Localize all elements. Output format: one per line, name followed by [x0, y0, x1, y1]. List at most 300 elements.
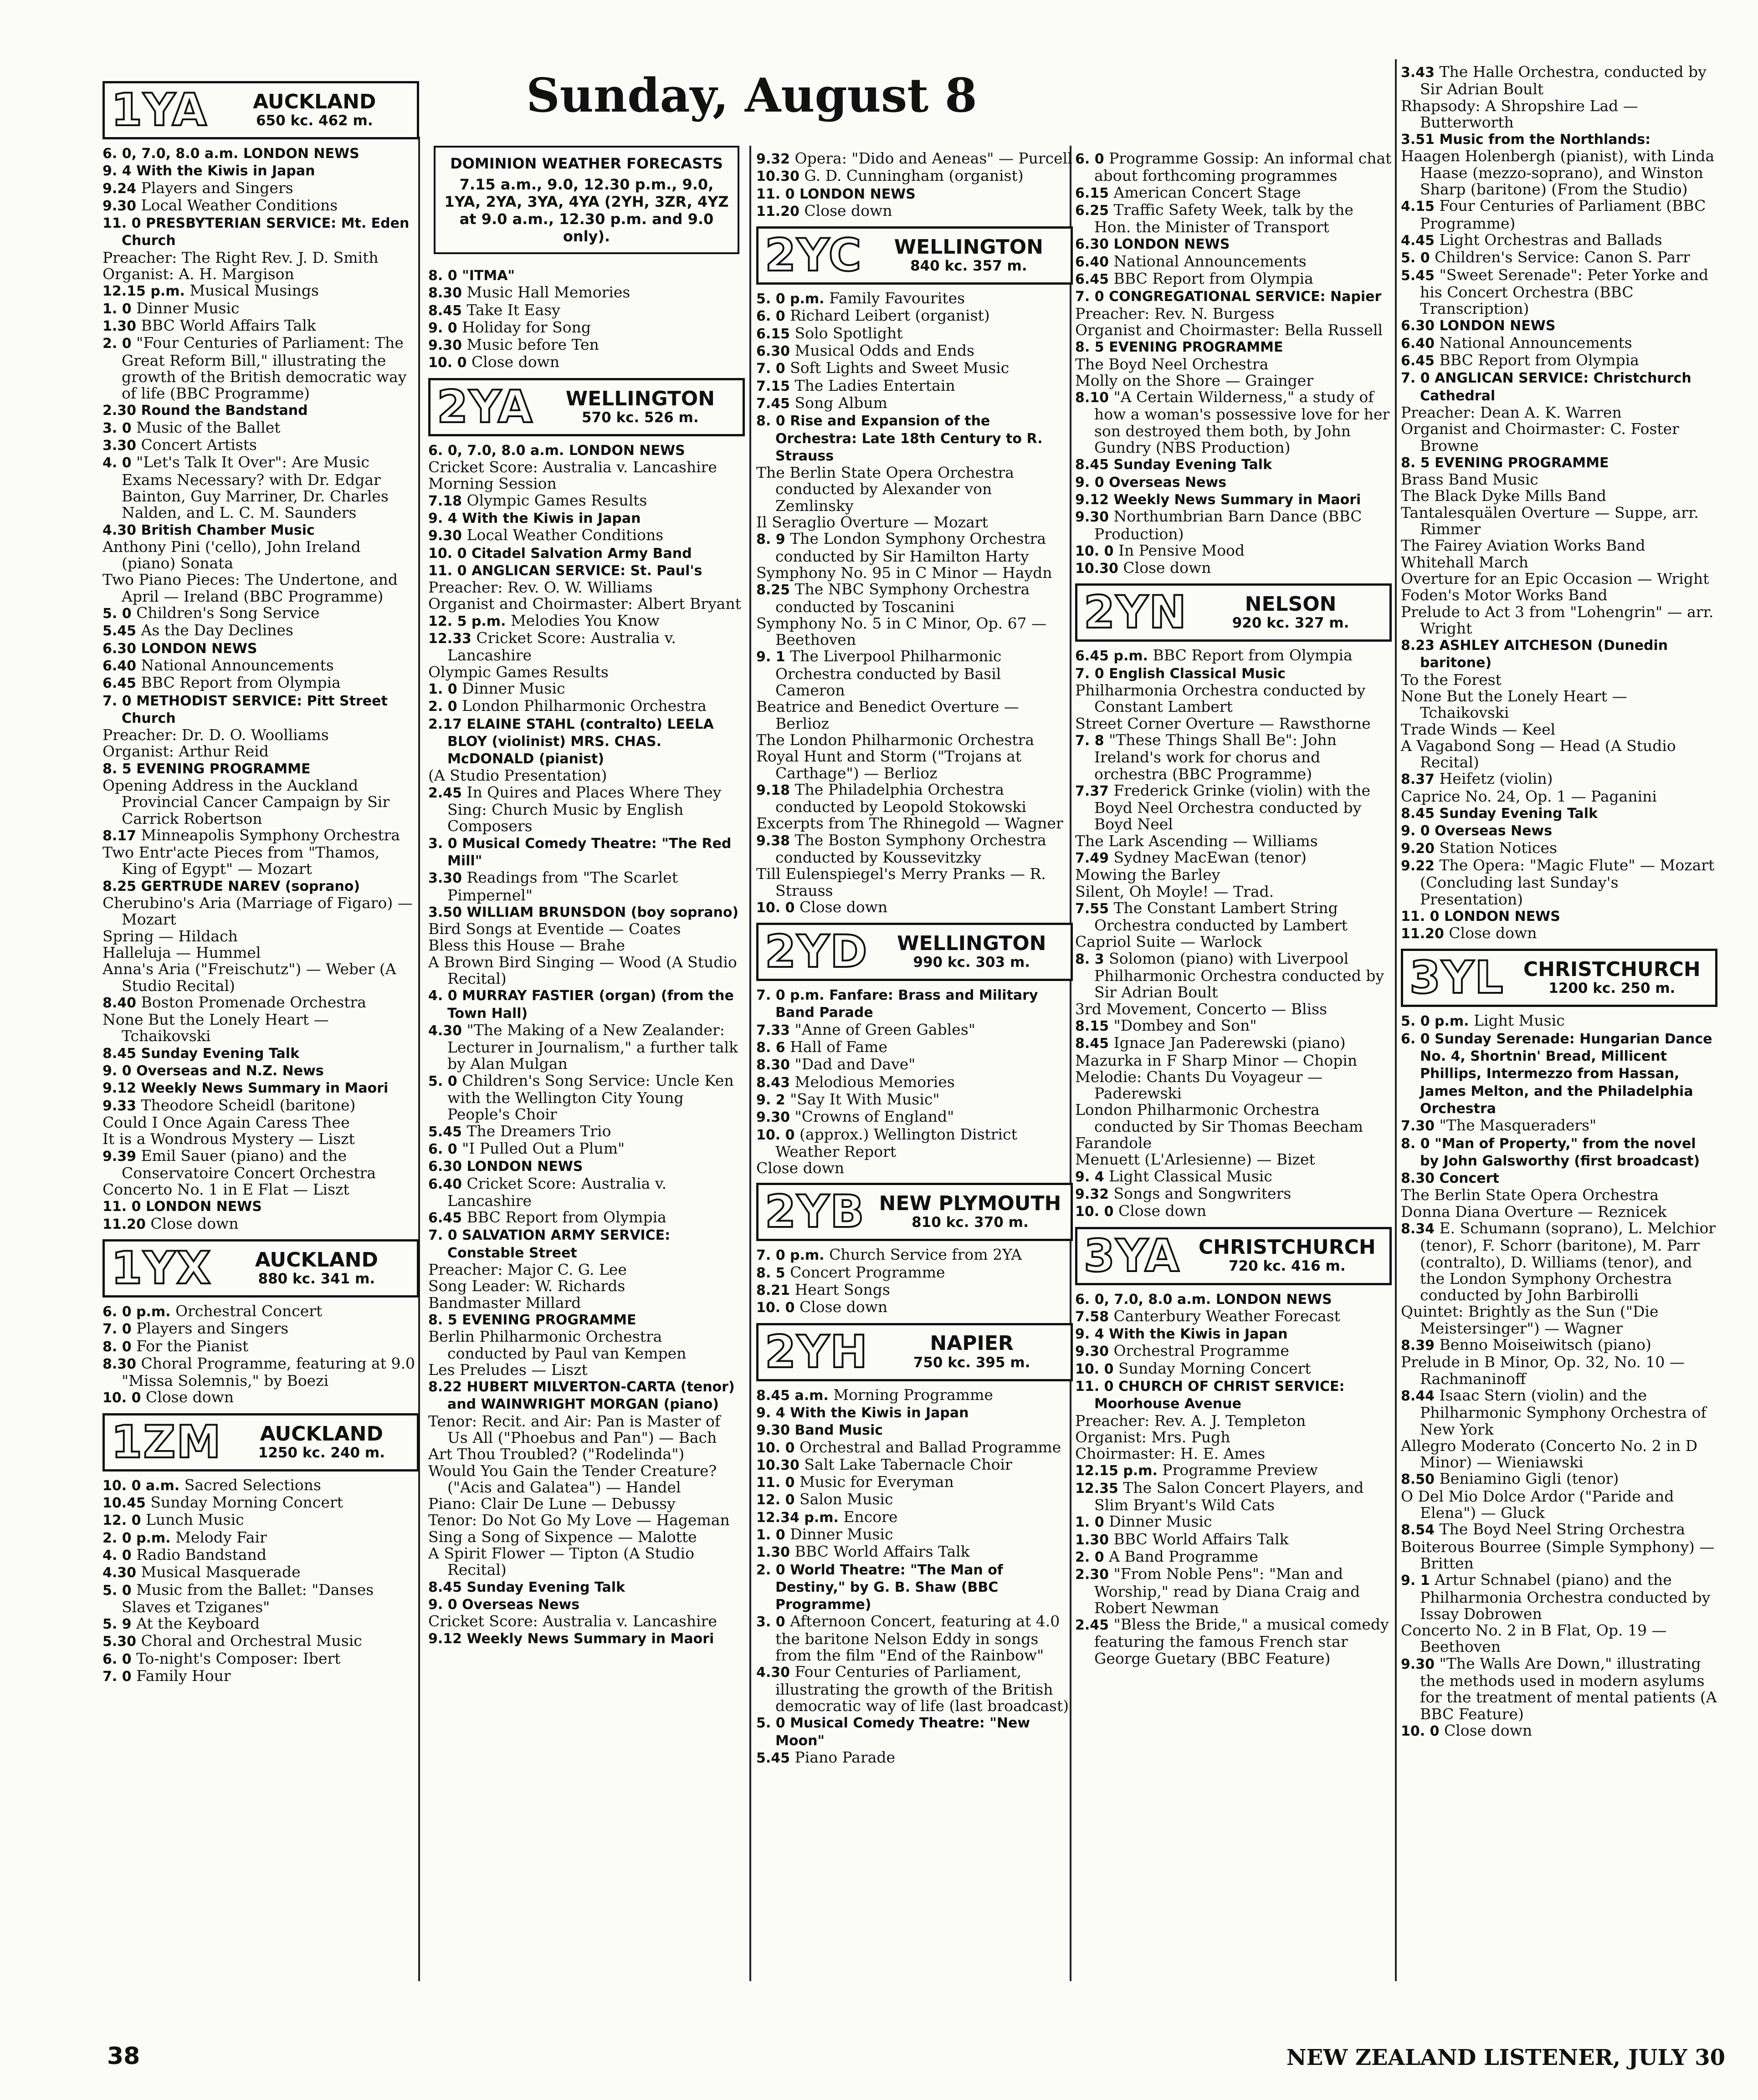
program-title: Opening Address in the Auckland Provincial Cancer Campaign by Sir Carrick Robertson — [103, 776, 390, 828]
program-title: Morning Programme — [833, 1385, 993, 1404]
program-time: 8. 3 — [1075, 951, 1104, 967]
program-time: 7.30 — [1401, 1118, 1435, 1134]
program-title: Local Weather Conditions — [466, 526, 664, 544]
program-time: 12.34 p.m. — [756, 1509, 839, 1526]
program-entry — [1075, 322, 1392, 338]
program-entry — [756, 1387, 1073, 1404]
program-title: Salon Music — [799, 1490, 893, 1508]
program-entry — [1075, 1548, 1392, 1566]
program-entry — [1401, 454, 1717, 471]
program-entry — [1401, 721, 1717, 738]
program-entry — [428, 459, 745, 475]
program-title: Organist: Mrs. Pugh — [1075, 1428, 1230, 1446]
program-time: 8. 5 — [103, 761, 132, 777]
station-city: WELLINGTON — [565, 387, 715, 410]
program-entry — [1401, 925, 1717, 942]
program-entry — [1075, 715, 1392, 732]
program-title: EVENING PROGRAMME — [462, 1312, 636, 1328]
program-list — [428, 267, 745, 372]
program-time: 1. 0 — [103, 301, 132, 317]
program-title: Round the Bandstand — [141, 403, 308, 419]
program-entry — [103, 743, 419, 760]
program-time: 5. 0 — [428, 1073, 457, 1089]
program-time: 12. 5 p.m. — [428, 613, 506, 629]
program-time: 8. 0 — [428, 268, 457, 284]
program-title: Melodie: Chants Du Voyageur — Paderewski — [1075, 1068, 1323, 1103]
program-time: 10. 0 — [756, 1127, 795, 1143]
station-header-3ya — [1075, 1227, 1392, 1285]
station-frequency: 880 kc. 341 m. — [258, 1270, 375, 1287]
program-entry — [1401, 738, 1717, 771]
program-entry — [103, 657, 419, 674]
program-title: Benno Moiseiwitsch (piano) — [1439, 1336, 1651, 1354]
program-time: 10.45 — [103, 1495, 146, 1512]
program-time: 6.30 — [756, 343, 790, 360]
program-title: Farandole — [1075, 1134, 1152, 1152]
program-entry — [428, 1209, 745, 1226]
program-entry — [1075, 560, 1392, 577]
program-time: 7.49 — [1075, 850, 1109, 866]
program-list — [756, 290, 1073, 916]
program-time: 9.12 — [1075, 491, 1109, 508]
program-title: With the Kiwis in Japan — [462, 510, 641, 526]
program-time: 3.50 — [428, 904, 462, 920]
program-time: 6. 0, 7.0, 8.0 a.m. — [103, 146, 239, 162]
program-time: 12.33 — [428, 631, 472, 647]
program-title: LONDON NEWS — [1113, 236, 1230, 253]
program-entry — [756, 748, 1073, 782]
program-title: (A Studio Presentation) — [428, 766, 607, 785]
program-title: Caprice No. 24, Op. 1 — Paganini — [1401, 787, 1657, 805]
program-time: 10. 0 — [1075, 543, 1114, 559]
program-time: 6.40 — [1401, 335, 1435, 352]
program-time: 5. 0 p.m. — [1401, 1013, 1469, 1030]
program-title: Rhapsody: A Shropshire Lad — Butterworth — [1401, 97, 1638, 131]
program-time: 8.21 — [756, 1282, 790, 1299]
program-entry — [428, 284, 745, 301]
program-time: 10. 0 — [428, 545, 467, 562]
program-entry — [103, 1303, 419, 1320]
program-entry — [428, 596, 745, 612]
program-time: 10. 0 — [1401, 1723, 1440, 1739]
program-time: 6.40 — [1075, 254, 1109, 270]
program-title: Morning Session — [428, 475, 557, 493]
program-entry — [1401, 471, 1717, 488]
program-time: 7. 0 — [1075, 665, 1104, 682]
program-title: "The Making of a New Zealander: Lecturer in Journalism," a further talk by Alan Mulgan — [447, 1021, 738, 1073]
program-title: Trade Winds — Keel — [1401, 720, 1556, 738]
program-time: 4. 0 — [103, 1547, 132, 1564]
column-5 — [1401, 64, 1717, 1740]
program-title: Frederick Grinke (violin) with the Boyd Neel Orchestra conducted by Boyd Neel — [1094, 781, 1371, 833]
program-entry — [756, 1126, 1073, 1160]
program-title: Traffic Safety Week, talk by the Hon. the Minister of Transport — [1094, 200, 1353, 236]
station-call-sign: 3YL — [1409, 952, 1504, 1004]
program-entry — [1075, 950, 1392, 1001]
program-entry — [428, 492, 745, 510]
program-entry — [1401, 148, 1717, 198]
program-time: 1. 0 — [1075, 1514, 1104, 1531]
station-frequency: 990 kc. 303 m. — [913, 954, 1030, 971]
program-title: Orchestral Programme — [1113, 1342, 1289, 1360]
program-time: 6. 0 — [756, 308, 785, 325]
program-entry — [103, 539, 419, 572]
program-title: Theodore Scheidl (baritone) — [141, 1096, 356, 1114]
station-header-2yn — [1075, 583, 1392, 642]
program-entry — [103, 1148, 419, 1182]
program-time: 7. 0 p.m. — [756, 987, 825, 1004]
program-time: 7.45 — [756, 395, 790, 412]
program-title: Close down — [804, 201, 892, 220]
program-time: 3.51 — [1401, 132, 1435, 148]
program-title: Beniamino Gigli (tenor) — [1439, 1470, 1619, 1488]
program-entry — [428, 354, 745, 371]
program-title: Organist and Choirmaster: Albert Bryant — [428, 595, 741, 613]
program-title: Local Weather Conditions — [141, 196, 338, 214]
column-2 — [428, 141, 745, 1647]
program-title: Il Seraglio Overture — Mozart — [756, 513, 988, 531]
program-time: 11. 0 — [1075, 1379, 1114, 1395]
program-title: Players and Singers — [141, 179, 293, 197]
program-title: Four Centuries of Parliament (BBC Programme) — [1420, 197, 1706, 232]
program-entry — [756, 1247, 1073, 1264]
program-title: Close down — [1123, 559, 1211, 577]
program-title: The Black Dyke Mills Band — [1401, 487, 1607, 505]
station-call-sign: 1YX — [111, 1242, 212, 1294]
program-title: At the Keyboard — [136, 1615, 260, 1633]
program-title: The Boston Symphony Orchestra conducted by Koussevitzky — [775, 831, 1046, 866]
program-time: 7. 0 — [1075, 289, 1104, 305]
program-title: Fanfare: Brass and Military Band Parade — [775, 987, 1038, 1021]
program-entry — [1401, 805, 1717, 822]
program-time: 4.15 — [1401, 199, 1435, 215]
program-time: 8. 5 — [756, 1265, 785, 1281]
program-time: 8.30 — [1401, 1170, 1435, 1187]
program-title: National Announcements — [1113, 252, 1307, 270]
program-entry — [1075, 150, 1392, 184]
program-time: 2. 0 p.m. — [103, 1530, 171, 1546]
program-entry — [1401, 1622, 1717, 1655]
program-title: In Quires and Places Where They Sing: Church Music by English Composers — [447, 783, 722, 835]
program-title: Children's Service: Canon S. Parr — [1435, 248, 1690, 266]
program-entry — [1075, 867, 1392, 883]
program-title: Choral and Orchestral Music — [141, 1632, 362, 1650]
program-title: Organist: A. H. Margison — [103, 265, 294, 283]
program-time: 6.45 — [1075, 271, 1109, 288]
program-entry — [103, 335, 419, 402]
program-time: 7.18 — [428, 493, 462, 509]
program-title: "Let's Talk It Over": Are Music Exams Necessary? with Dr. Edgar Bainton, Guy Marriner, Dr. Charles Nalden, and L. C. M. Saunders — [122, 453, 389, 522]
program-time: 8. 5 — [1075, 339, 1104, 356]
program-time: 2.45 — [1075, 1617, 1109, 1634]
program-entry — [103, 777, 419, 827]
program-title: Take It Easy — [466, 301, 560, 319]
program-title: LONDON NEWS — [141, 640, 257, 657]
station-city: WELLINGTON — [894, 235, 1044, 259]
program-title: LONDON NEWS — [1444, 908, 1560, 925]
program-title: A Band Programme — [1109, 1547, 1258, 1565]
program-title: CHURCH OF CHRIST SERVICE: Moorhouse Avenue — [1094, 1379, 1345, 1412]
program-time: 7.33 — [756, 1022, 790, 1038]
program-title: Music before Ten — [466, 336, 599, 354]
program-time: 6.45 p.m. — [1075, 648, 1148, 664]
station-call-sign: 2YD — [765, 926, 868, 978]
station-city: CHRISTCHURCH — [1198, 1236, 1376, 1259]
program-time: 8.15 — [1075, 1018, 1109, 1034]
program-title: Orchestral Concert — [175, 1302, 323, 1320]
program-time: 5.45 — [428, 1124, 462, 1140]
program-entry — [103, 1494, 419, 1512]
program-entry — [1075, 1325, 1392, 1343]
program-title: Close down — [1449, 924, 1537, 942]
program-time: 8.45 — [1075, 457, 1109, 473]
program-title: Dinner Music — [1109, 1512, 1212, 1531]
program-title: Beatrice and Benedict Overture — Berlioz — [756, 698, 1019, 732]
station-header-2yb — [756, 1183, 1073, 1241]
program-title: G. D. Cunningham (organist) — [804, 167, 1024, 185]
program-title: The Dreamers Trio — [466, 1122, 611, 1140]
program-entry — [756, 1714, 1073, 1749]
program-title: Sacred Selections — [184, 1476, 321, 1494]
program-time: 8.44 — [1401, 1388, 1435, 1404]
program-entry — [1401, 1655, 1717, 1722]
program-title: Overseas and N.Z. News — [136, 1063, 324, 1079]
program-entry — [756, 1561, 1073, 1614]
program-title: ELAINE STAHL (contralto) LEELA BLOY (violinist) MRS. CHAS. McDONALD (pianist) — [447, 716, 714, 767]
program-title: Could I Once Again Caress Thee — [103, 1113, 350, 1131]
program-title: Spring — Hildach — [103, 927, 238, 945]
program-time: 8.30 — [103, 1356, 137, 1372]
program-title: Piano: Clair De Lune — Debussy — [428, 1495, 676, 1513]
program-title: Musical Masquerade — [141, 1563, 301, 1581]
station-frequency: 750 kc. 395 m. — [913, 1354, 1030, 1371]
program-title: Sing a Song of Sixpence — Malotte — [428, 1528, 697, 1546]
program-entry — [1075, 271, 1392, 288]
program-time: 9.38 — [756, 833, 790, 849]
program-title: Olympic Games Results — [466, 491, 647, 509]
program-time: 6. 0 — [1075, 151, 1104, 167]
program-entry — [103, 1338, 419, 1355]
program-entry — [103, 1198, 419, 1215]
program-entry — [1075, 202, 1392, 236]
program-entry — [1075, 682, 1392, 715]
program-list — [103, 145, 419, 1233]
program-title: In Pensive Mood — [1118, 541, 1245, 559]
program-title: LONDON NEWS — [1439, 318, 1556, 334]
program-title: Melody Fair — [175, 1528, 267, 1546]
program-time: 2.17 — [428, 716, 462, 732]
program-time: 8. 5 — [1401, 455, 1430, 471]
column-rule — [749, 146, 751, 1981]
program-time: 9. 1 — [1401, 1573, 1430, 1589]
program-entry — [1075, 1001, 1392, 1017]
program-entry — [428, 1545, 745, 1579]
program-entry — [1075, 253, 1392, 271]
program-time: 1.30 — [756, 1544, 790, 1561]
station-call-sign: 1YA — [111, 84, 208, 136]
weather-heading: DOMINION WEATHER FORECASTS — [450, 155, 723, 172]
station-frequency: 1250 kc. 240 m. — [258, 1444, 385, 1461]
program-title: Quintet: Brightly as the Sun ("Die Meistersinger") — Wagner — [1401, 1303, 1659, 1337]
program-list — [1075, 1291, 1392, 1667]
program-title: Close down — [1118, 1202, 1207, 1220]
program-time: 12. 0 — [103, 1512, 141, 1529]
program-time: 9. 4 — [428, 510, 457, 526]
program-title: EVENING PROGRAMME — [1435, 455, 1609, 471]
program-title: The Philadelphia Orchestra conducted by Leopold Stokowski — [775, 780, 1026, 816]
program-title: The London Philharmonic Orchestra — [756, 731, 1035, 749]
program-title: The Boyd Neel Orchestra — [1075, 355, 1269, 373]
station-header-2yh — [756, 1323, 1073, 1381]
program-title: "The Walls Are Down," illustrating the methods used in modern asylums for the treatment of mental patients (A BBC Feature) — [1420, 1654, 1717, 1723]
program-entry — [756, 1456, 1073, 1474]
program-title: ANGLICAN SERVICE: Christchurch Cathedral — [1420, 370, 1691, 404]
program-time: 8. 0 — [1401, 1135, 1430, 1152]
program-entry — [1075, 373, 1392, 389]
program-entry — [1075, 665, 1392, 682]
program-entry — [1075, 1429, 1392, 1446]
program-title: Cricket Score: Australia v. Lancashire — [428, 458, 717, 476]
program-entry — [428, 921, 745, 937]
program-title: The NBC Symphony Orchestra conducted by Toscanini — [775, 580, 1030, 616]
station-header-2yc — [756, 226, 1073, 285]
program-title: Preacher: Rev. O. W. Williams — [428, 578, 653, 597]
program-entry — [756, 782, 1073, 816]
program-title: Concert — [1439, 1170, 1499, 1187]
program-entry — [428, 1073, 745, 1123]
program-list — [756, 1387, 1073, 1767]
program-entry — [1401, 587, 1717, 603]
program-time: 2. 0 — [428, 699, 457, 715]
program-title: Light Classical Music — [1109, 1167, 1272, 1185]
program-title: The Liverpool Philharmonic Orchestra conducted by Basil Cameron — [775, 647, 1002, 700]
program-title: Preacher: Rev. N. Burgess — [1075, 304, 1275, 322]
program-entry — [428, 1413, 745, 1446]
program-title: A Vagabond Song — Head (A Studio Recital) — [1401, 736, 1676, 772]
program-time: 6.15 — [1075, 185, 1109, 201]
program-time: 9.24 — [103, 180, 137, 197]
page-number: 38 — [107, 2043, 140, 2070]
program-title: PRESBYTERIAN SERVICE: Mt. Eden Church — [122, 215, 410, 249]
program-entry — [1401, 1030, 1717, 1117]
program-title: Band Music — [794, 1422, 883, 1439]
program-time: 11.20 — [756, 203, 800, 220]
program-title: Music from the Northlands: — [1439, 132, 1651, 148]
program-title: London Philharmonic Orchestra — [462, 697, 707, 715]
program-time: 6.30 — [428, 1159, 462, 1175]
program-entry — [756, 1509, 1073, 1526]
program-entry — [103, 317, 419, 335]
program-time: 6.45 — [428, 1210, 462, 1226]
program-time: 5. 0 — [756, 1715, 785, 1732]
program-entry — [756, 1421, 1073, 1439]
program-entry — [756, 1664, 1073, 1714]
program-entry — [1401, 1187, 1717, 1203]
program-title: LONDON NEWS — [1215, 1291, 1332, 1308]
program-entry — [1075, 338, 1392, 356]
program-entry — [1075, 1102, 1392, 1135]
program-time: 2.30 — [103, 403, 137, 419]
program-entry — [1401, 688, 1717, 721]
program-entry — [1075, 389, 1392, 456]
program-title: Sunday Morning Concert — [1118, 1359, 1311, 1377]
program-time: 8.23 — [1401, 638, 1435, 654]
program-entry — [1401, 317, 1717, 334]
program-entry — [1075, 1513, 1392, 1531]
program-time: 10.30 — [756, 169, 800, 185]
program-entry — [1401, 64, 1717, 98]
station-call-sign: 1ZM — [111, 1416, 222, 1468]
program-time: 9. 4 — [1075, 1169, 1104, 1185]
program-title: O Del Mio Dolce Ardor ("Paride and Elena") — Gluck — [1401, 1487, 1674, 1522]
program-entry — [1401, 857, 1717, 908]
program-time: 3.43 — [1401, 65, 1435, 81]
program-entry — [1075, 1151, 1392, 1168]
program-title: Symphony No. 95 in C Minor — Haydn — [756, 563, 1052, 582]
page-title: Sunday, August 8 — [526, 68, 977, 123]
program-time: 10.30 — [1075, 561, 1118, 577]
program-entry — [1075, 934, 1392, 950]
program-entry — [756, 899, 1073, 916]
program-entry — [1401, 788, 1717, 805]
program-entry — [1075, 306, 1392, 322]
program-entry — [103, 1668, 419, 1685]
program-time: 4. 0 — [103, 455, 132, 471]
program-entry — [103, 674, 419, 692]
program-title: London Philharmonic Orchestra conducted by Sir Thomas Beecham — [1075, 1101, 1363, 1135]
program-title: "From Noble Pens": "Man and Worship," read by Diana Craig and Robert Newman — [1094, 1565, 1360, 1617]
program-title: The Salon Concert Players, and Slim Bryant's Wild Cats — [1094, 1478, 1364, 1514]
program-time: 9. 2 — [756, 1092, 785, 1108]
program-entry — [103, 1320, 419, 1338]
program-entry — [1075, 1308, 1392, 1325]
program-entry — [428, 1378, 745, 1413]
program-title: EVENING PROGRAMME — [136, 761, 311, 777]
program-title: Art Thou Troubled? ("Rodelinda") — [428, 1445, 685, 1463]
program-entry — [756, 1526, 1073, 1543]
program-time: 9. 4 — [103, 163, 132, 179]
program-entry — [428, 545, 745, 562]
program-title: LONDON NEWS — [145, 1199, 262, 1215]
station-frequency: 1200 kc. 250 m. — [1548, 980, 1676, 997]
program-title: Music of the Ballet — [136, 418, 281, 436]
program-entry — [756, 1056, 1073, 1073]
program-time: 10. 0 — [1075, 1361, 1114, 1377]
program-title: Concert Programme — [790, 1263, 945, 1281]
program-time: 10.30 — [756, 1457, 800, 1473]
program-title: Isaac Stern (violin) and the Philharmonic Symphony Orchestra of New York — [1420, 1386, 1707, 1438]
program-title: Tantalesquälen Overture — Suppe, arr. Rimmer — [1401, 503, 1699, 538]
program-time: 7. 0 — [756, 361, 785, 377]
program-title: The Fairey Aviation Works Band — [1401, 536, 1645, 555]
program-title: METHODIST SERVICE: Pitt Street Church — [122, 693, 388, 726]
program-title: Children's Song Service — [136, 604, 320, 622]
program-title: The Opera: "Magic Flute" — Mozart (Concluding last Sunday's Presentation) — [1420, 856, 1715, 908]
program-time: 8.40 — [103, 995, 137, 1011]
program-time: 7. 0 — [103, 1321, 132, 1338]
program-time: 5. 0 — [103, 606, 132, 622]
program-title: "Anne of Green Gables" — [794, 1020, 975, 1038]
program-time: 5.45 — [1401, 267, 1435, 284]
program-entry — [756, 150, 1073, 168]
program-title: Royal Hunt and Storm ("Trojans at Carthage") — Berlioz — [756, 747, 1022, 782]
program-entry — [103, 1512, 419, 1529]
program-title: Organist: Arthur Reid — [103, 742, 269, 761]
program-entry — [1075, 1480, 1392, 1514]
program-entry — [756, 1491, 1073, 1508]
program-title: Music from the Ballet: "Danses Slaves et Tziganes" — [122, 1580, 374, 1616]
program-time: 2. 0 — [756, 1562, 785, 1578]
